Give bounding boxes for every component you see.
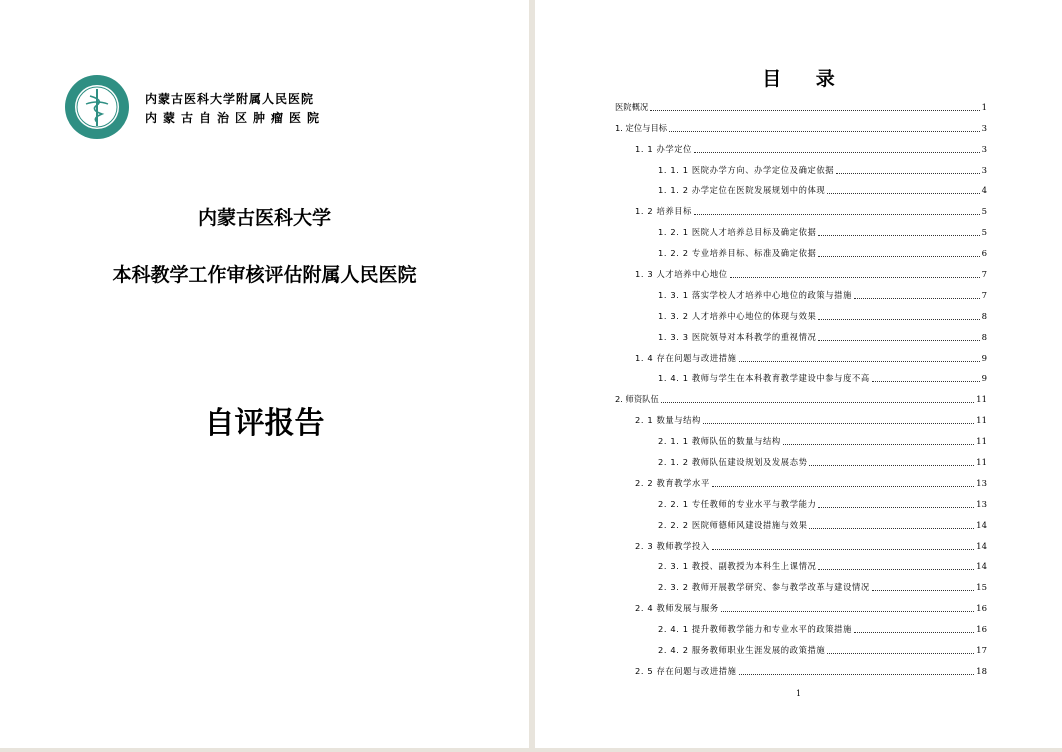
toc-entry[interactable] [615,364,987,385]
toc-entry-title: 1. 2 培养目标 [635,206,693,217]
toc-entry-page: 17 [976,646,987,657]
toc-entry-title: 2. 5 存在问题与改进措施 [635,665,737,676]
toc-entry-title: 2. 2. 2 医院师德师风建设措施与效果 [658,519,808,530]
toc-entry[interactable] [615,134,987,155]
toc-leader-dots [827,652,974,654]
toc-entry-title: 1. 3. 1 落实学校人才培养中心地位的政策与措施 [658,289,852,300]
toc-leader-dots [783,443,974,445]
toc-entry-page: 11 [976,416,987,427]
toc-entry-page: 16 [976,625,987,636]
toc-entry[interactable] [615,489,987,510]
hospital-logo [64,74,130,140]
toc-entry[interactable] [615,468,987,489]
toc-leader-dots [854,631,974,633]
toc-leader-dots [827,192,979,194]
toc-entry-title: 1. 4. 1 教师与学生在本科教育教学建设中参与度不高 [658,373,870,384]
toc-entry[interactable] [615,322,987,343]
toc-leader-dots [836,172,979,174]
toc-entry[interactable] [615,384,987,405]
toc-leader-dots [818,234,979,236]
toc-entry-title: 1. 1. 1 医院办学方向、办学定位及确定依据 [658,164,835,175]
toc-entry[interactable] [615,635,987,656]
toc-entry-page: 6 [981,249,987,260]
toc-entry-page: 9 [981,353,987,364]
toc-entry[interactable] [615,176,987,197]
toc-entry-title: 1. 定位与目标 [615,122,668,133]
toc-entry-title: 2. 1. 2 教师队伍建设规划及发展态势 [658,457,808,468]
toc-entry-page: 14 [976,562,987,573]
toc-leader-dots [809,464,974,466]
toc-leader-dots [694,151,980,153]
toc-entry[interactable] [615,447,987,468]
toc-entry[interactable] [615,426,987,447]
toc-entry-title: 1. 3 人才培养中心地位 [635,269,728,280]
toc-entry-title: 1. 3. 3 医院领导对本科教学的重视情况 [658,331,817,342]
toc-entry-title: 2. 3. 1 教授、副教授为本科生上课情况 [658,561,817,572]
toc-entry[interactable] [615,405,987,426]
toc-entry-page: 7 [981,270,987,281]
toc-leader-dots [712,548,974,550]
toc-entry[interactable] [615,552,987,573]
toc-leader-dots [809,527,974,529]
toc-entry[interactable] [615,510,987,531]
toc-entry-title: 1. 4 存在问题与改进措施 [635,352,737,363]
toc-entry-page: 18 [976,666,987,677]
toc-entry-page: 13 [976,478,987,489]
toc-page [535,0,1062,748]
toc-entry-page: 13 [976,499,987,510]
toc-leader-dots [854,297,980,299]
toc-leader-dots [694,213,980,215]
toc-entry[interactable] [615,301,987,322]
toc-leader-dots [712,485,974,487]
toc-entry[interactable] [615,92,987,113]
toc-entry-page: 5 [981,228,987,239]
toc-entry-title: 2. 3. 2 教师开展教学研究、参与教学改革与建设情况 [658,582,870,593]
toc-entry[interactable] [615,614,987,635]
toc-entry[interactable] [615,343,987,364]
toc-entry-page: 14 [976,541,987,552]
toc-leader-dots [669,130,980,132]
toc-entry[interactable] [615,656,987,677]
page-number: 1 [795,689,802,698]
toc-entry-page: 11 [976,437,987,448]
toc-entry-title: 1. 2. 1 医院人才培养总目标及确定依据 [658,227,817,238]
toc-leader-dots [872,380,980,382]
toc-entry-title: 2. 4. 1 提升教师教学能力和专业水平的政策措施 [658,624,852,635]
toc-leader-dots [818,506,974,508]
toc-entry-title: 2. 2 教育教学水平 [635,477,710,488]
toc-leader-dots [721,610,974,612]
toc-entry-title: 1. 2. 2 专业培养目标、标准及确定依据 [658,248,817,259]
toc-leader-dots [818,339,979,341]
toc-leader-dots [818,318,979,320]
toc-entry-title: 2. 1. 1 教师队伍的数量与结构 [658,436,781,447]
hospital-name-2: 内蒙古自治区肿瘤医院 [145,111,326,125]
toc-entry-page: 3 [981,144,987,155]
toc-entry-title: 2. 2. 1 专任教师的专业水平与教学能力 [658,498,817,509]
toc-leader-dots [818,568,974,570]
toc-entry-page: 15 [976,583,987,594]
report-title: 自评报告 [204,406,325,441]
toc-entry[interactable] [615,593,987,614]
toc-entry[interactable] [615,572,987,593]
toc-leader-dots [703,422,974,424]
cover-page [0,0,529,748]
toc-leader-dots [730,276,980,278]
toc-entry-page: 5 [981,207,987,218]
toc-entry-page: 7 [981,290,987,301]
toc-entry[interactable] [615,280,987,301]
toc-entry-page: 8 [981,332,987,343]
toc-entry-page: 3 [981,165,987,176]
toc-entry-page: 8 [981,311,987,322]
hospital-name-1: 内蒙古医科大学附属人民医院 [145,92,315,106]
toc-entry-title: 1. 1 办学定位 [635,143,693,154]
toc-entry-page: 11 [976,395,987,406]
toc-leader-dots [661,401,974,403]
toc-entry[interactable] [615,238,987,259]
toc-entry-title: 2. 4. 2 服务教师职业生涯发展的政策措施 [658,645,826,656]
toc-entry-title: 2. 3 教师教学投入 [635,540,710,551]
toc-entry-page: 1 [981,102,987,113]
toc-entry[interactable] [615,113,987,134]
toc-entry[interactable] [615,155,987,176]
toc-entry-page: 3 [981,123,987,134]
university-name: 内蒙古医科大学 [197,207,331,229]
toc-entry[interactable] [615,531,987,552]
toc-list [615,92,987,677]
toc-entry-page: 14 [976,520,987,531]
toc-leader-dots [818,255,979,257]
toc-leader-dots [739,673,975,675]
toc-entry-title: 医院概况 [615,101,649,112]
toc-leader-dots [739,360,980,362]
toc-leader-dots [872,589,974,591]
toc-entry[interactable] [615,259,987,280]
toc-entry-page: 16 [976,604,987,615]
toc-entry-title: 1. 3. 2 人才培养中心地位的体现与效果 [658,310,817,321]
toc-entry-page: 11 [976,458,987,469]
toc-leader-dots [650,109,979,111]
toc-entry-title: 1. 1. 2 办学定位在医院发展规划中的体现 [658,185,826,196]
toc-entry-page: 9 [981,374,987,385]
toc-entry[interactable] [615,217,987,238]
toc-entry-title: 2. 1 数量与结构 [635,415,701,426]
toc-entry-title: 2. 4 教师发展与服务 [635,603,719,614]
report-subtitle: 本科教学工作审核评估附属人民医院 [112,264,417,286]
toc-entry[interactable] [615,196,987,217]
toc-entry-page: 4 [981,186,987,197]
toc-title: 目 录 [762,68,849,90]
toc-entry-title: 2. 师资队伍 [615,394,659,405]
